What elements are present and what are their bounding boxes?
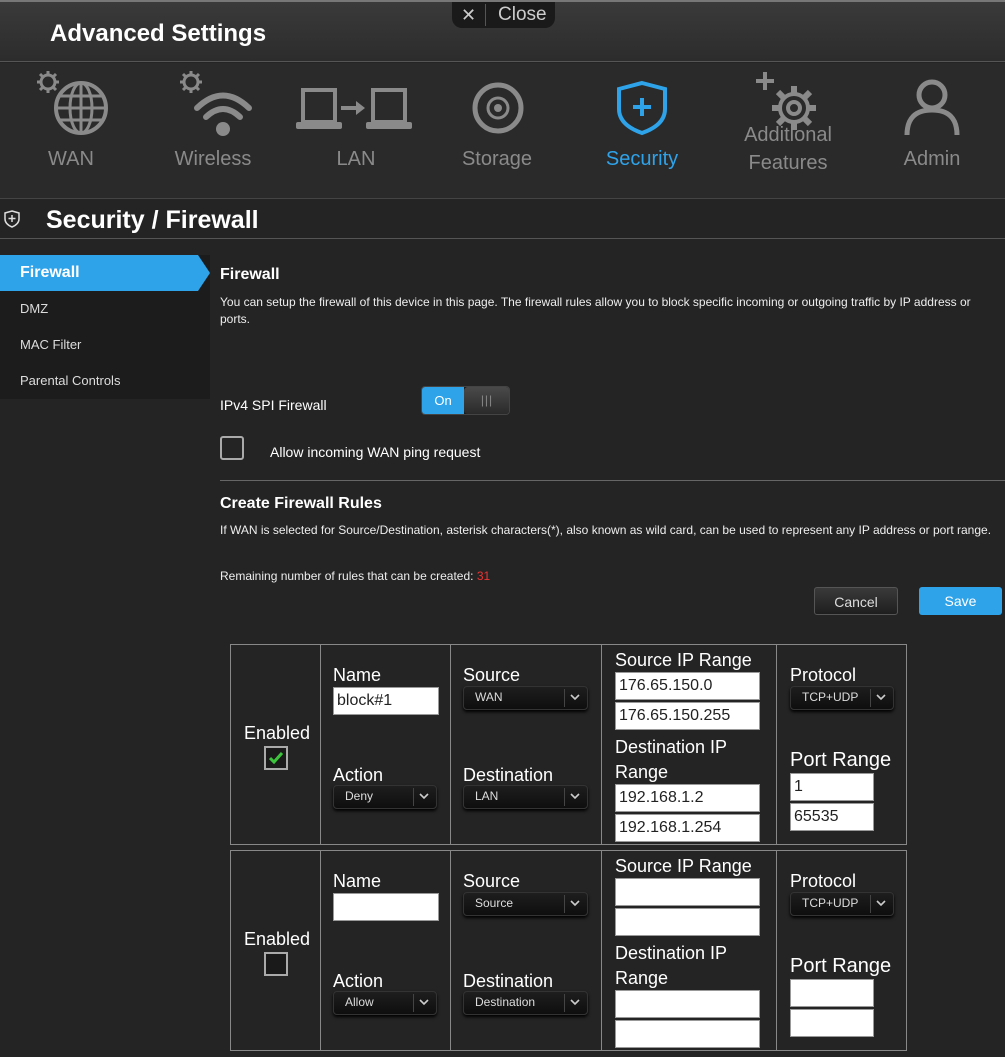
remaining-rules [220, 569, 490, 583]
nav-wan[interactable] [1, 63, 141, 183]
rule-enabled-checkbox[interactable] [264, 746, 288, 770]
protocol-label: Protocol [790, 871, 857, 891]
main-nav [0, 63, 1005, 199]
source-label: Source [463, 871, 521, 891]
ip-range-cell [602, 851, 777, 1050]
wan-ping-label: Allow incoming WAN ping request [270, 444, 481, 460]
sidebar-item-label: Firewall [20, 264, 80, 281]
source-ip-end-input[interactable] [615, 908, 760, 936]
nav-wireless[interactable] [143, 63, 283, 183]
source-ip-start-input[interactable]: 176.65.150.0 [615, 672, 760, 700]
sidebar-item-parental-controls[interactable] [0, 363, 210, 399]
nav-label: Storage [461, 148, 533, 170]
destination-ip-end-input[interactable] [615, 1020, 760, 1048]
chevron-down-icon [564, 788, 584, 806]
source-label: Source [463, 665, 521, 685]
destination-ip-start-input[interactable] [615, 990, 760, 1018]
port-start-input[interactable]: 1 [790, 773, 874, 801]
chevron-down-icon [413, 788, 433, 806]
protocol-label: Protocol [790, 665, 857, 685]
rule-enabled-checkbox[interactable] [264, 952, 288, 976]
protocol-port-cell [777, 851, 907, 1050]
sidebar-item-firewall[interactable] [0, 255, 198, 291]
destination-ip-label-range: Range [615, 762, 669, 782]
nav-admin[interactable] [862, 63, 1002, 183]
select-value: Destination [475, 995, 536, 1009]
wan-ping-checkbox[interactable] [220, 436, 244, 460]
page-title: Security / Firewall [46, 206, 259, 234]
enabled-label: Enabled [244, 929, 311, 949]
destination-ip-label: Destination IP [615, 737, 728, 757]
active-arrow [198, 255, 210, 291]
destination-label: Destination [463, 971, 554, 991]
nav-storage[interactable] [427, 63, 567, 183]
destination-label: Destination [463, 765, 554, 785]
rules-heading: Create Firewall Rules [220, 495, 382, 512]
port-end-input[interactable] [790, 1009, 874, 1037]
source-ip-label: Source IP Range [615, 856, 752, 876]
port-end-input[interactable]: 65535 [790, 803, 874, 831]
rule-name-input[interactable]: block#1 [333, 687, 439, 715]
protocol-select[interactable] [790, 892, 894, 916]
close-icon: ✕ [452, 4, 486, 26]
source-ip-label: Source IP Range [615, 650, 752, 670]
disk-icon [427, 63, 567, 143]
chevron-down-icon [413, 994, 433, 1012]
chevron-down-icon [870, 689, 890, 707]
action-label: Action [333, 765, 384, 785]
firewall-description: You can setup the firewall of this device in this page. The firewall rules allow you to block specific incoming or outgoing traffic by IP address or ports. [220, 295, 971, 326]
page-title-bar [0, 200, 1005, 239]
chevron-down-icon [870, 895, 890, 913]
select-value: WAN [475, 690, 503, 704]
source-destination-cell [451, 851, 602, 1050]
action-label: Action [333, 971, 384, 991]
rule-name-input[interactable] [333, 893, 439, 921]
name-label: Name [333, 665, 382, 685]
divider [220, 480, 1005, 481]
name-action-cell [321, 645, 451, 844]
source-ip-end-input[interactable]: 176.65.150.255 [615, 702, 760, 730]
nav-label: LAN [336, 148, 376, 170]
sidebar-item-label: MAC Filter [20, 337, 82, 352]
sidebar-item-label: Parental Controls [20, 373, 121, 388]
enabled-cell [231, 851, 321, 1050]
source-select[interactable] [463, 686, 588, 710]
lan-icon [286, 63, 426, 143]
name-label: Name [333, 871, 382, 891]
toggle-knob: ||| [464, 387, 510, 414]
name-action-cell [321, 851, 451, 1050]
source-ip-start-input[interactable] [615, 878, 760, 906]
ip-range-cell [602, 645, 777, 844]
select-value: Source [475, 896, 514, 910]
source-select[interactable] [463, 892, 588, 916]
firewall-rule [230, 850, 907, 1051]
rules-description: If WAN is selected for Source/Destination, asterisk characters(*), also known as wild card, can be used to represent any IP address or port range. [220, 523, 992, 537]
globe-icon [1, 63, 141, 143]
enabled-label: Enabled [244, 723, 311, 743]
port-range-label: Port Range [790, 749, 892, 771]
user-icon [862, 63, 1002, 143]
nav-additional-features[interactable] [718, 63, 858, 183]
action-select[interactable] [333, 991, 437, 1015]
app-title: Advanced Settings [50, 20, 267, 47]
chevron-down-icon [564, 994, 584, 1012]
close-button[interactable] [452, 2, 555, 28]
select-value: TCP+UDP [802, 690, 859, 704]
sidebar [0, 255, 210, 399]
nav-label: Admin [903, 148, 961, 170]
destination-select[interactable] [463, 785, 588, 809]
select-value: LAN [475, 789, 499, 803]
source-destination-cell [451, 645, 602, 844]
check-icon [269, 752, 283, 764]
destination-ip-label-range: Range [615, 968, 669, 988]
destination-ip-end-input[interactable]: 192.168.1.254 [615, 814, 760, 842]
firewall-heading: Firewall [220, 266, 280, 283]
wifi-icon [143, 63, 283, 143]
port-start-input[interactable] [790, 979, 874, 1007]
port-range-label: Port Range [790, 955, 892, 977]
protocol-port-cell [777, 645, 907, 844]
select-value: Deny [345, 789, 374, 803]
firewall-rule [230, 644, 907, 845]
select-value: TCP+UDP [802, 896, 859, 910]
select-value: Allow [345, 995, 374, 1009]
nav-label: Additional Features [744, 124, 832, 174]
shield-icon [572, 63, 712, 143]
sidebar-item-label: DMZ [20, 301, 49, 316]
protocol-select[interactable] [790, 686, 894, 710]
chevron-down-icon [564, 895, 584, 913]
nav-lan[interactable] [286, 63, 426, 183]
sidebar-item-dmz[interactable] [0, 291, 210, 327]
destination-ip-label: Destination IP [615, 943, 728, 963]
nav-label: Wireless [174, 148, 252, 170]
action-select[interactable] [333, 785, 437, 809]
nav-label: WAN [48, 148, 94, 170]
destination-ip-start-input[interactable]: 192.168.1.2 [615, 784, 760, 812]
sidebar-item-mac-filter[interactable] [0, 327, 210, 363]
toggle-on-label: On [422, 387, 464, 414]
enabled-cell [231, 645, 321, 844]
remaining-count: 31 [476, 569, 491, 583]
nav-label: Security [605, 148, 679, 170]
save-button[interactable]: Save [919, 587, 1002, 615]
remaining-label: Remaining number of rules that can be created: [220, 569, 474, 583]
chevron-down-icon [564, 689, 584, 707]
shield-icon [4, 210, 20, 228]
destination-select[interactable] [463, 991, 588, 1015]
spi-firewall-toggle[interactable] [421, 386, 510, 415]
spi-firewall-label: IPv4 SPI Firewall [220, 397, 327, 413]
cancel-button[interactable]: Cancel [814, 587, 898, 615]
nav-security[interactable] [572, 63, 712, 183]
close-label: Close [498, 4, 547, 25]
